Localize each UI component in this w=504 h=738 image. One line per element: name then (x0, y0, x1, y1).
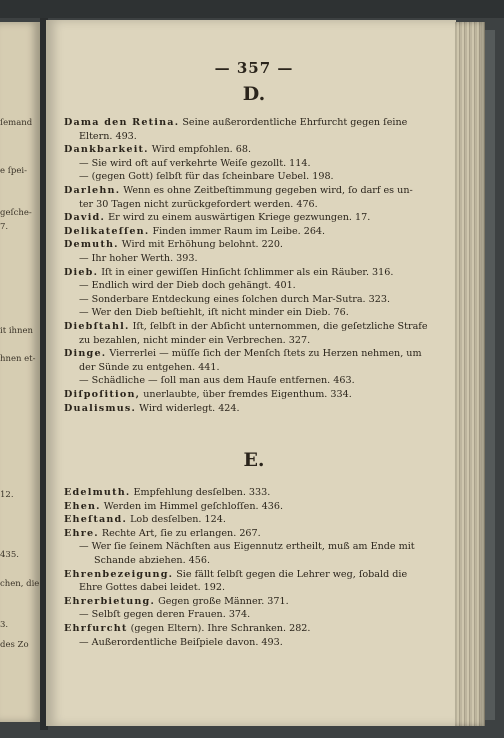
index-entry-text: unerlaubte, über fremdes Eigenthum. 334. (143, 389, 352, 400)
index-entry (64, 320, 428, 347)
index-term: Ehrenbezeigung. (64, 568, 174, 580)
index-entry-text: zu bezahlen, nicht minder ein Verbrechen. 327. (79, 334, 311, 346)
section-letter: E. (243, 449, 265, 471)
index-entry-text: ter 30 Tagen nicht zurückgefordert werden. 476. (79, 198, 318, 210)
index-subentry: — Endlich wird der Dieb doch gehängt. 401. (79, 280, 296, 292)
left-fragment-text: geſche- (0, 208, 32, 218)
index-entry (64, 238, 424, 252)
left-fragment-text: 7. (0, 222, 9, 232)
index-entry-text: Eltern. 493. (79, 130, 137, 142)
index-entry (64, 388, 424, 402)
index-entry (64, 486, 424, 500)
index-entry (64, 347, 424, 374)
index-term: Dinge. (64, 348, 107, 360)
index-entry-text: Er wird zu einem auswärtigen Kriege gezwungen. 17. (108, 212, 371, 224)
index-entry (64, 211, 424, 225)
index-term: Ehre. (64, 527, 99, 539)
left-fragment-text: 3. (0, 620, 9, 630)
page-edges (455, 22, 485, 726)
page-number: — 357 — (214, 59, 294, 77)
top-strip (0, 0, 504, 18)
index-subentry: — Ihr hoher Werth. 393. (79, 253, 198, 264)
index-entry (64, 402, 424, 416)
index-entry-text: der Sünde zu entgehen. 441. (79, 361, 220, 373)
index-term: Ehrerbietung. (64, 595, 155, 607)
index-entry-text: Sie fällt ſelbſt gegen die Lehrer weg, ſobald die (176, 568, 408, 580)
index-entry-text: Wird empfohlen. 68. (151, 144, 252, 156)
index-subentry: — Wer ſie ſeinem Nächſten aus Eigennutz ertheilt, muß am Ende mit (79, 541, 415, 553)
index-entry-text: Seine außerordentliche Ehrfurcht gegen ſeine (182, 117, 408, 128)
index-entry (64, 143, 424, 157)
left-fragment-text: ſemand (0, 118, 33, 128)
index-subentry: — Selbſt gegen deren Frauen. 374. (79, 609, 251, 621)
index-entry-text: Rechte Art, ſie zu erlangen. 267. (101, 527, 261, 539)
index-term: Ehen. (64, 500, 101, 512)
left-fragment-text: hnen et- (0, 354, 36, 364)
index-term: Diſpoſition, (64, 389, 141, 400)
index-term: Eheſtand. (64, 514, 127, 526)
index-term: Demuth. (64, 239, 119, 251)
left-fragment-text: chen, die (0, 579, 40, 589)
left-fragment-text: it ihnen (0, 326, 34, 336)
index-entry-text: Empfehlung desſelben. 333. (133, 487, 271, 498)
index-entry (64, 500, 424, 514)
index-subentry: — Wer den Dieb beſtiehlt, iſt nicht minder ein Dieb. 76. (79, 307, 349, 319)
index-entry-text: Werden im Himmel geſchloſſen. 436. (103, 500, 283, 512)
index-subentry: Schande abziehen. 456. (94, 555, 211, 566)
index-entry-text: Wird widerlegt. 424. (139, 402, 240, 414)
index-term: Edelmuth. (64, 487, 131, 498)
index-subentry: — Schädliche — ſoll man aus dem Hauſe entfernen. 463. (79, 375, 355, 387)
index-entry (64, 568, 424, 595)
index-entry-text: Finden immer Raum im Leibe. 264. (152, 225, 326, 237)
index-entry-text: Iſt, ſelbſt in der Abſicht unternommen, die geſetzliche Strafe (132, 321, 428, 332)
index-term: Darlehn. (64, 185, 121, 196)
index-term: Ehrfurcht (64, 623, 128, 634)
index-entry (64, 622, 424, 636)
index-entry (64, 225, 424, 239)
left-page-fragment (0, 22, 40, 722)
index-subentry: — (gegen Gott) ſelbſt für das ſcheinbare Uebel. 198. (79, 171, 334, 183)
index-term: Dankbarkeit. (64, 144, 149, 156)
index-entry (64, 527, 424, 541)
index-entry (64, 595, 424, 609)
index-term: Dama den Retina. (64, 117, 180, 128)
index-entry-text: Vierrerlei — müſſe ſich der Menſch ſtets zu Herzen nehmen, um (109, 348, 422, 360)
index-entry-text: Wenn es ohne Zeitbeſtimmung gegeben wird, ſo darf es un- (123, 185, 413, 196)
index-term: Dieb. (64, 266, 99, 278)
index-subentry: — Sonderbare Entdeckung eines ſolchen durch Mar-Sutra. 323. (79, 293, 391, 305)
index-term: Delikateſſen. (64, 225, 150, 237)
index-entry (64, 266, 424, 280)
section-letter: D. (242, 83, 266, 105)
index-subentry: — Außerordentliche Beiſpiele davon. 493. (79, 636, 283, 648)
index-entry-text: (gegen Eltern). Ihre Schranken. 282. (130, 623, 311, 634)
left-fragment-text: e ſpei- (0, 166, 27, 176)
index-entry (64, 513, 424, 527)
index-term: David. (64, 212, 106, 224)
index-entry (64, 184, 424, 211)
index-entry (64, 116, 424, 143)
index-entry-text: Ehre Gottes dabei leidet. 192. (79, 582, 226, 594)
index-entry-text: Iſt in einer gewiſſen Hinſicht ſchlimmer als ein Räuber. 316. (101, 266, 394, 278)
index-entry-text: Gegen große Männer. 371. (158, 595, 289, 607)
left-fragment-text: 12. (0, 490, 14, 500)
index-entry-text: Lob desſelben. 124. (130, 514, 226, 526)
index-subentry: — Sie wird oft auf verkehrte Weiſe gezollt. 114. (79, 157, 311, 169)
index-term: Diebſtahl. (64, 321, 130, 332)
index-term: Dualismus. (64, 402, 137, 414)
right-page (46, 20, 456, 726)
left-fragment-text: des Zo (0, 640, 29, 650)
left-fragment-text: 435. (0, 550, 19, 560)
index-entry-text: Wird mit Erhöhung belohnt. 220. (121, 239, 283, 251)
book-cover-edge (485, 30, 495, 720)
